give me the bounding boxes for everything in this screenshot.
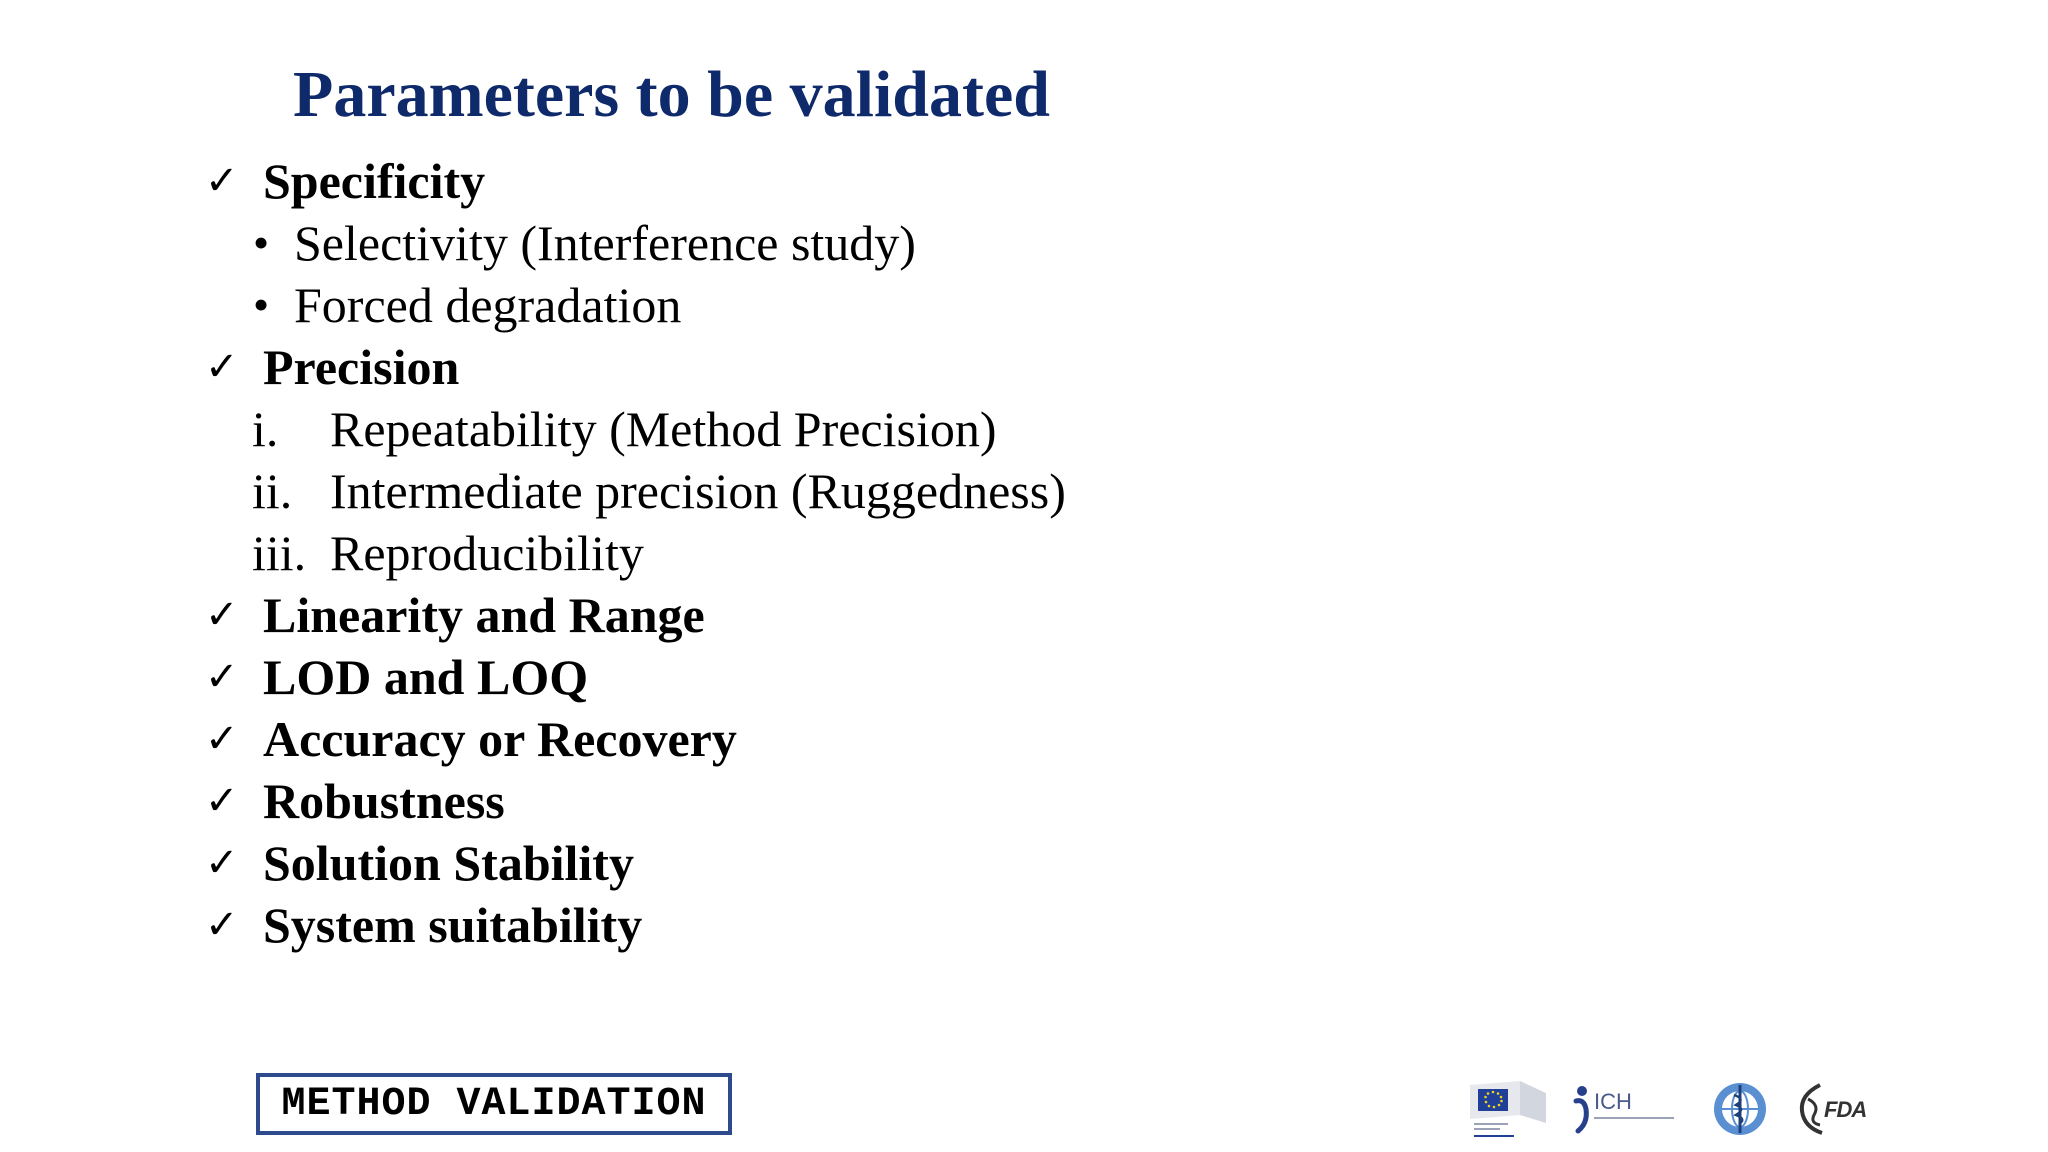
checkmark-icon: ✓ bbox=[205, 158, 239, 204]
fda-hhs-logo-icon bbox=[1794, 1075, 1880, 1143]
list-item-precision bbox=[205, 336, 1405, 398]
parameter-list bbox=[205, 150, 1405, 956]
who-emblem-icon bbox=[1706, 1075, 1776, 1143]
sub-item-label: Repeatability (Method Precision) bbox=[330, 401, 997, 457]
list-item-specificity bbox=[205, 150, 1405, 212]
list-item-label: System suitability bbox=[263, 897, 643, 953]
list-item-label: Specificity bbox=[263, 153, 486, 209]
sub-item-label: Selectivity (Interference study) bbox=[294, 215, 916, 271]
list-item-label: Solution Stability bbox=[263, 835, 634, 891]
list-item-label: LOD and LOQ bbox=[263, 649, 589, 705]
list-item-robustness bbox=[205, 770, 1405, 832]
sub-item-selectivity bbox=[205, 212, 1405, 274]
eu-commission-logo-icon bbox=[1460, 1075, 1550, 1143]
list-item-label: Accuracy or Recovery bbox=[263, 711, 737, 767]
list-number: iii. bbox=[252, 525, 307, 581]
slide-title: Parameters to be validated bbox=[293, 58, 1050, 131]
sub-item-repeatability bbox=[205, 398, 1405, 460]
regulatory-logos bbox=[1460, 1075, 1880, 1143]
list-item-label: Robustness bbox=[263, 773, 505, 829]
list-item-label: Linearity and Range bbox=[263, 587, 705, 643]
sub-item-intermediate-precision bbox=[205, 460, 1405, 522]
sub-item-forced-degradation bbox=[205, 274, 1405, 336]
list-item-solution-stability bbox=[205, 832, 1405, 894]
bullet-icon: • bbox=[253, 279, 270, 330]
list-item-accuracy bbox=[205, 708, 1405, 770]
ich-logo-icon bbox=[1568, 1075, 1688, 1143]
sub-item-label: Intermediate precision (Ruggedness) bbox=[330, 463, 1066, 519]
svg-text:FDA: FDA bbox=[1824, 1097, 1867, 1122]
list-item-system-suitability bbox=[205, 894, 1405, 956]
list-number: ii. bbox=[252, 463, 293, 519]
checkmark-icon: ✓ bbox=[205, 716, 239, 762]
list-item-label: Precision bbox=[263, 339, 460, 395]
checkmark-icon: ✓ bbox=[205, 778, 239, 824]
list-item-lod-loq bbox=[205, 646, 1405, 708]
svg-text:ICH: ICH bbox=[1594, 1089, 1632, 1114]
checkmark-icon: ✓ bbox=[205, 840, 239, 886]
sub-item-label: Forced degradation bbox=[294, 277, 682, 333]
checkmark-icon: ✓ bbox=[205, 654, 239, 700]
sub-item-reproducibility bbox=[205, 522, 1405, 584]
sub-item-label: Reproducibility bbox=[330, 525, 644, 581]
method-validation-badge: METHOD VALIDATION bbox=[256, 1073, 732, 1135]
checkmark-icon: ✓ bbox=[205, 902, 239, 948]
checkmark-icon: ✓ bbox=[205, 344, 239, 390]
bullet-icon: • bbox=[253, 217, 270, 268]
checkmark-icon: ✓ bbox=[205, 592, 239, 638]
list-number: i. bbox=[252, 401, 279, 457]
list-item-linearity bbox=[205, 584, 1405, 646]
